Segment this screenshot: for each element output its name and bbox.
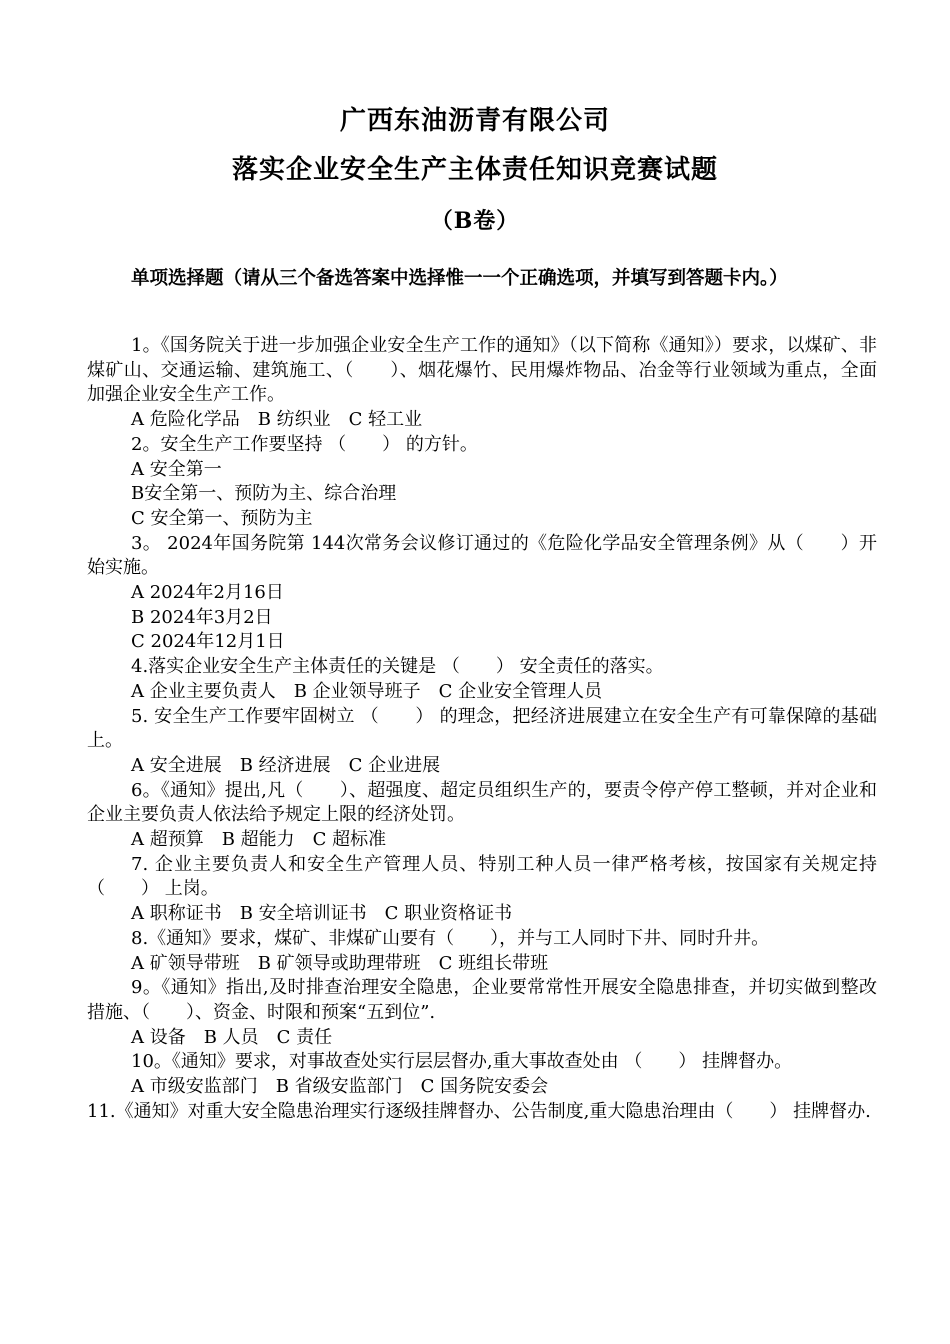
question-options: A 2024年2月16日: [131, 582, 284, 604]
question-options: C 安全第一、预防为主: [131, 507, 313, 529]
question-options: A 企业主要负责人 B 企业领导班子 C 企业安全管理人员: [131, 680, 603, 702]
question-options: A 职称证书 B 安全培训证书 C 职业资格证书: [131, 903, 513, 925]
question-stem: 10。《通知》要求，对事故查处实行层层督办,重大事故查处由 （ ） 挂牌督办。: [131, 1051, 793, 1073]
question-options: A 危险化学品 B 纺织业 C 轻工业: [131, 409, 423, 431]
question-options: A 设备 B 人员 C 责任: [131, 1026, 333, 1048]
question-stem: 9。《通知》指出,及时排查治理安全隐患，企业要常常性开展安全隐患排查，并切实做到整改措施、（ ）、资金、时限和预案“五到位”.: [87, 977, 877, 1023]
question-stem: 11.《通知》对重大安全隐患治理实行逐级挂牌督办、公告制度,重大隐患治理由（ ） 挂牌督办.: [87, 1100, 871, 1122]
question-options: A 矿领导带班 B 矿领导或助理带班 C 班组长带班: [131, 952, 549, 974]
question-options: A 市级安监部门 B 省级安监部门 C 国务院安委会: [131, 1076, 549, 1098]
question-stem: 7. 企业主要负责人和安全生产管理人员、特别工种人员一律严格考核，按国家有关规定持 （ ） 上岗。: [87, 853, 877, 900]
paper-version: （B卷）: [430, 208, 520, 234]
question-stem: 3。 2024年国务院第 144次常务会议修订通过的《危险化学品安全管理条例》从（ ）开始实施。: [87, 532, 877, 579]
question-list: [87, 334, 877, 1125]
question-stem: 4.落实企业安全生产主体责任的关键是 （ ） 安全责任的落实。: [131, 656, 664, 678]
question-stem: 8.《通知》要求，煤矿、非煤矿山要有（ ），并与工人同时下井、同时升井。: [131, 927, 770, 949]
question-options: A 超预算 B 超能力 C 超标准: [131, 829, 387, 851]
company-title: 广西东油沥青有限公司: [339, 106, 610, 136]
question-stem: 6。《通知》提出,凡（ ）、超强度、超定员组织生产的，要责令停产停工整顿，并对企业和企业主要负责人依法给予规定上限的经济处罚。: [87, 779, 877, 826]
question-options: B 2024年3月2日: [131, 606, 273, 628]
question-options: A 安全进展 B 经济进展 C 企业进展: [131, 754, 441, 776]
exam-title: 落实企业安全生产主体责任知识竞赛试题: [231, 155, 718, 185]
question-options: C 2024年12月1日: [131, 631, 285, 653]
question-stem: 5. 安全生产工作要牢固树立 （ ） 的理念，把经济进展建立在安全生产有可靠保障的基础上。: [87, 705, 877, 752]
question-stem: 2。安全生产工作要坚持 （ ） 的方针。: [131, 433, 478, 455]
section-heading: 单项选择题（请从三个备选答案中选择惟一一个正确选项，并填写到答题卡内。）: [131, 268, 788, 289]
question-options: A 安全第一: [131, 458, 222, 480]
question-options: B安全第一、预防为主、综合治理: [131, 483, 397, 505]
question-stem: 1。《国务院关于进一步加强企业安全生产工作的通知》（以下简称《通知》）要求，以煤矿、非煤矿山、交通运输、建筑施工、（ ）、烟花爆竹、民用爆炸物品、冶金等行业领域为重点，全面加强企业安全生产工作。: [87, 335, 877, 406]
